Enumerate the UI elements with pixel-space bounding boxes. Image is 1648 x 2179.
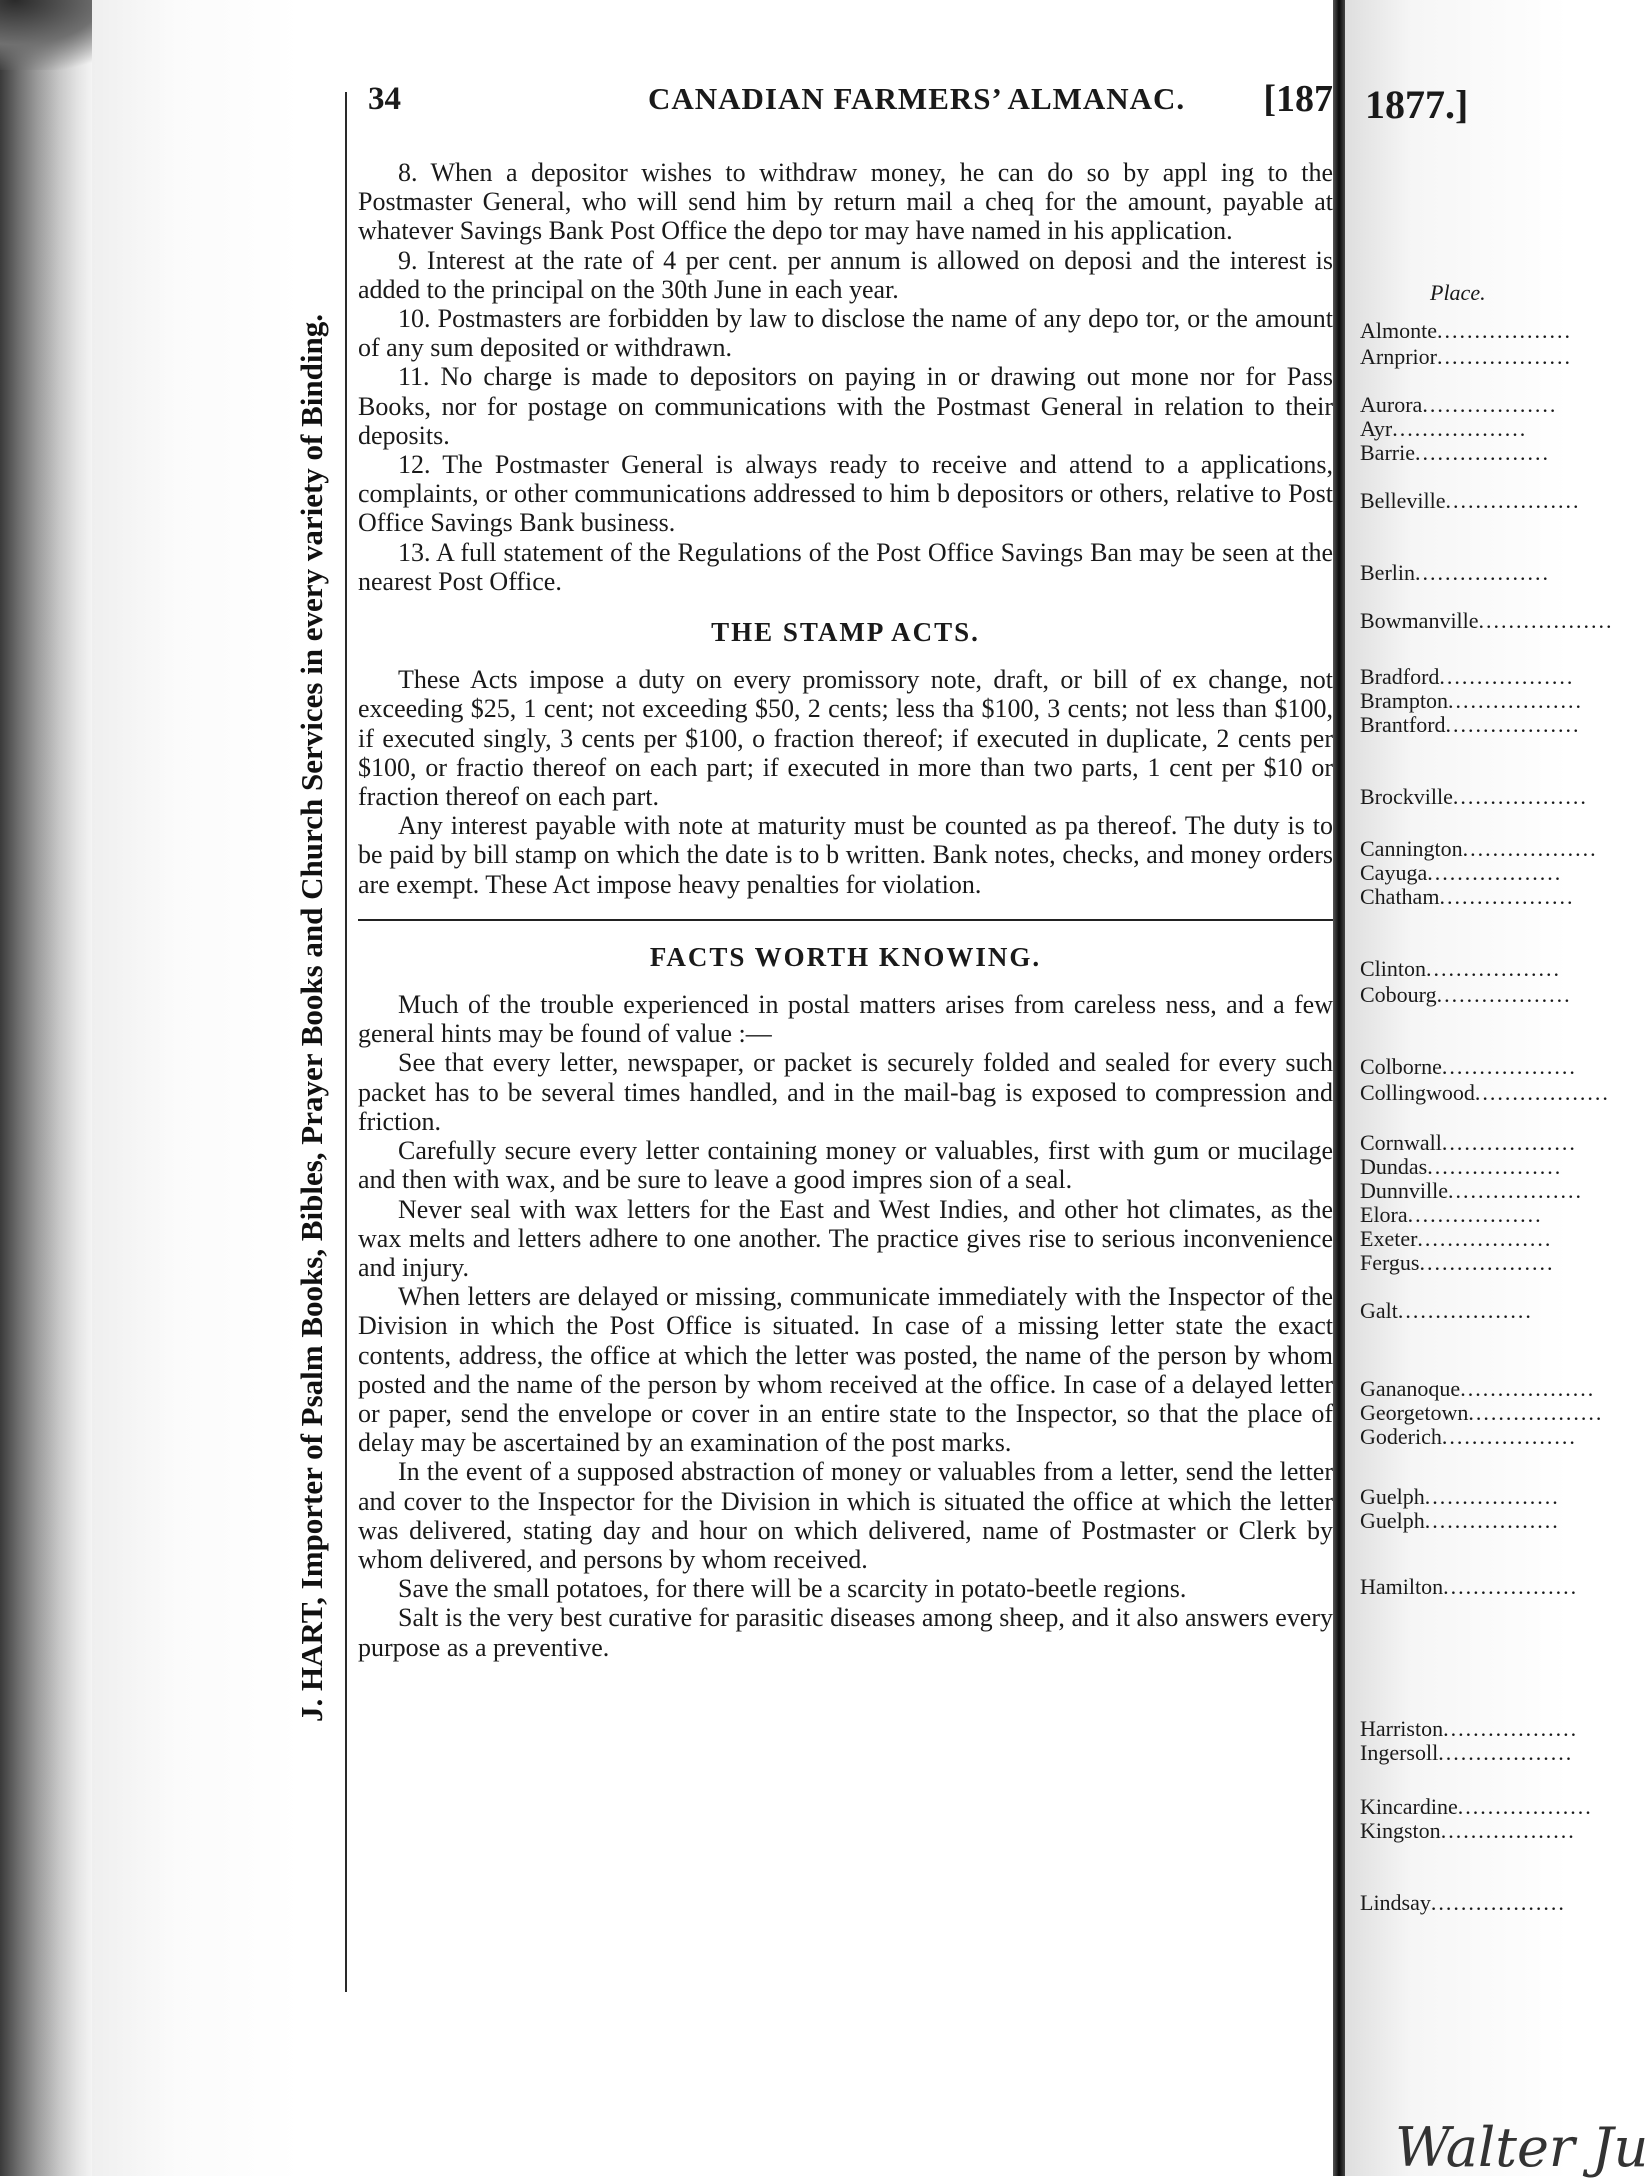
place-name: Galt <box>1360 1298 1398 1323</box>
dot-leader: .................. <box>1452 784 1588 809</box>
place-item <box>1360 1890 1565 1916</box>
place-item <box>1360 784 1588 810</box>
book-gutter <box>1333 0 1345 2176</box>
dot-leader: .................. <box>1427 860 1563 885</box>
place-name: Gananoque <box>1360 1376 1461 1401</box>
dot-leader: .................. <box>1445 488 1581 513</box>
dot-leader: .................. <box>1397 1298 1533 1323</box>
place-name: Almonte <box>1360 318 1437 343</box>
dot-leader: .................. <box>1441 1424 1577 1449</box>
place-item <box>1360 1376 1596 1402</box>
facts-paragraph: See that every letter, newspaper, or packet is securely folded and sealed for every such packet has to be several times handled, and in the mail-bag is exposed to compression and friction. <box>358 1048 1333 1136</box>
rule-12: 12. The Postmaster General is always ready to receive and attend to a applications, complaints, or other communications addressed to him b depositors or others, relative to Post Office Savings Bank business. <box>358 450 1333 538</box>
section-divider <box>358 919 1333 921</box>
place-item <box>1360 1130 1577 1156</box>
place-item <box>1360 1178 1583 1204</box>
place-item <box>1360 1202 1565 1228</box>
running-head <box>358 76 1333 122</box>
facts-paragraph: Carefully secure every letter containing money or valuables, first with gum or mucilage and then with wax, and be sure to leave a good impres sion of a seal. <box>358 1136 1333 1195</box>
place-name: Guelph <box>1360 1508 1425 1533</box>
facts-heading: FACTS WORTH KNOWING. <box>649 941 1042 972</box>
place-item <box>1360 1226 1565 1252</box>
place-item <box>1360 956 1565 982</box>
place-name: Berlin <box>1360 560 1415 585</box>
place-item <box>1360 1484 1565 1510</box>
place-name: Collingwood <box>1360 1080 1475 1105</box>
left-page <box>358 76 1333 1976</box>
dot-leader: .................. <box>1468 1400 1604 1425</box>
dot-leader: .................. <box>1478 608 1614 633</box>
dot-leader: .................. <box>1436 344 1572 369</box>
place-item <box>1360 688 1583 714</box>
dot-leader: .................. <box>1417 1226 1553 1251</box>
facts-paragraph: Never seal with wax letters for the East and West Indies, and other hot climates, as the wax melts and letters adhere to one another. The practice gives rise to serious inconvenience and injury. <box>358 1194 1333 1282</box>
dot-leader: .................. <box>1422 392 1558 417</box>
rule-8: 8. When a depositor wishes to withdraw money, he can do so by appl ing to the Postmaster General, who will send him by return mail a cheq for the amount, payable at whatever Savings Bank Post Office the depo tor may have named in his application. <box>358 158 1333 246</box>
place-item <box>1360 392 1565 418</box>
place-name: Cayuga <box>1360 860 1428 885</box>
place-name: Kingston <box>1360 1818 1441 1843</box>
stamp-acts-heading: THE STAMP ACTS. <box>711 617 980 648</box>
dot-leader: .................. <box>1414 440 1550 465</box>
place-item <box>1360 608 1614 634</box>
page-number: 34 <box>368 81 401 117</box>
year-bracket: [187 <box>1263 78 1333 120</box>
dot-leader: .................. <box>1392 416 1528 441</box>
place-item <box>1360 1716 1579 1742</box>
place-name: Dundas <box>1360 1154 1428 1179</box>
place-name: Lindsay <box>1360 1890 1431 1915</box>
place-item <box>1360 1574 1579 1600</box>
place-name: Bowmanville <box>1360 608 1479 633</box>
dot-leader: .................. <box>1424 1508 1560 1533</box>
place-name: Dunnville <box>1360 1178 1448 1203</box>
place-item <box>1360 712 1581 738</box>
place-item <box>1360 318 1572 344</box>
savings-bank-rules <box>358 158 1333 596</box>
place-item <box>1360 860 1565 886</box>
place-name: Clinton <box>1360 956 1427 981</box>
dot-leader: .................. <box>1437 318 1572 343</box>
dot-leader: .................. <box>1441 1130 1577 1155</box>
place-item <box>1360 1818 1576 1844</box>
dot-leader: .................. <box>1424 1484 1560 1509</box>
place-column-header: Place. <box>1430 280 1486 305</box>
place-name: Colborne <box>1360 1054 1442 1079</box>
facts-paragraph: When letters are delayed or missing, communicate immediately with the Inspector of the Division in which the Post Office is situated. In case of a missing letter state the exact contents, address, the office at which the letter was posted, the name of the person by whom posted and the name of the person by whom received at the office. In case of a delayed letter or paper, send the envelope or cover in an entire state to the Inspector, so that the place of delay may be ascertained by an examination of the post marks. <box>358 1282 1333 1458</box>
dot-leader: .................. <box>1445 712 1581 737</box>
place-name: Goderich <box>1360 1424 1442 1449</box>
side-advertisement: J. HART, Importer of Psalm Books, Bibles, Prayer Books and Church Services in every variety of Binding. <box>294 314 329 1722</box>
place-name: Bradford <box>1360 664 1440 689</box>
place-item <box>1360 982 1572 1008</box>
facts-paragraph: Save the small potatoes, for there will be a scarcity in potato-beetle regions. <box>398 1574 1187 1604</box>
dot-leader: .................. <box>1440 1818 1576 1843</box>
place-name: Ingersoll <box>1360 1740 1439 1765</box>
dot-leader: .................. <box>1439 664 1575 689</box>
place-name: Cannington <box>1360 836 1463 861</box>
dot-leader: .................. <box>1419 1250 1555 1275</box>
dot-leader: .................. <box>1439 884 1575 909</box>
rule-9: 9. Interest at the rate of 4 per cent. per annum is allowed on deposi and the interest is added to the principal on the 30th June in each year. <box>358 245 1333 304</box>
dot-leader: .................. <box>1457 1794 1593 1819</box>
facts-paragraph: In the event of a supposed abstraction of money or valuables from a letter, send the letter and cover to the Inspector for the Division in which is situated the office at which the letter was delivered, stating day and hour on which delivered, name of Postmaster or Clerk by whom delivered, and persons by whom received. <box>358 1457 1333 1574</box>
facts-paragraph: Much of the trouble experienced in postal matters arises from careless ness, and a few general hints may be found of value :— <box>358 990 1333 1049</box>
place-item <box>1360 884 1575 910</box>
place-item <box>1360 440 1565 466</box>
facts-paragraph: Salt is the very best curative for parasitic diseases among sheep, and it also answers every purpose as a preventive. <box>358 1603 1333 1662</box>
place-name: Georgetown <box>1360 1400 1469 1425</box>
dot-leader: .................. <box>1436 982 1572 1007</box>
dot-leader: .................. <box>1474 1080 1610 1105</box>
stamp-acts-paragraph: These Acts impose a duty on every promissory note, draft, or bill of ex change, not exceeding $25, 1 cent; not exceeding $50, 2 cents; less tha $100, 3 cents; not less than $100, if executed singly, 3 cents per $100, o fraction thereof; if executed in duplicate, 2 cents per $100, or fractio thereof on each part; if executed in more than two parts, 1 cent per $10 or fraction thereof on each part. <box>358 665 1333 812</box>
right-page-year: 1877.] <box>1365 82 1469 127</box>
dot-leader: .................. <box>1427 1154 1563 1179</box>
place-name: Kincardine <box>1360 1794 1458 1819</box>
place-item <box>1360 1154 1565 1180</box>
place-name: Ayr <box>1360 416 1393 441</box>
body-text <box>358 158 1333 1662</box>
place-item <box>1360 1054 1577 1080</box>
place-item <box>1360 836 1598 862</box>
place-item <box>1360 416 1565 442</box>
place-name: Elora <box>1360 1202 1408 1227</box>
place-name: Belleville <box>1360 488 1446 513</box>
place-item <box>1360 664 1575 690</box>
side-rule <box>345 92 347 1992</box>
dot-leader: .................. <box>1430 1890 1566 1915</box>
place-item <box>1360 1080 1610 1106</box>
right-page <box>1345 0 1614 2176</box>
place-name: Brockville <box>1360 784 1453 809</box>
dot-leader: .................. <box>1460 1376 1596 1401</box>
place-item <box>1360 1508 1565 1534</box>
place-name: Aurora <box>1360 392 1423 417</box>
almanac-title: CANADIAN FARMERS’ ALMANAC. <box>648 81 1186 116</box>
rule-11: 11. No charge is made to depositors on paying in or drawing out mone nor for Pass Books, nor for postage on communications with the Postmast General in relation to their deposits. <box>358 362 1333 450</box>
handwritten-signature: Walter Ju <box>1395 2116 1648 2179</box>
facts-section <box>358 990 1333 1662</box>
place-name: Exeter <box>1360 1226 1418 1251</box>
place-name: Cornwall <box>1360 1130 1442 1155</box>
rule-13: 13. A full statement of the Regulations of the Post Office Savings Ban may be seen at the nearest Post Office. <box>358 537 1333 596</box>
dot-leader: .................. <box>1426 956 1562 981</box>
place-name: Barrie <box>1360 440 1415 465</box>
place-name: Guelph <box>1360 1484 1425 1509</box>
dot-leader: .................. <box>1407 1202 1543 1227</box>
place-item <box>1360 344 1572 370</box>
page-fold-shadow <box>92 0 302 2176</box>
dot-leader: .................. <box>1441 1054 1577 1079</box>
dot-leader: .................. <box>1448 1178 1583 1203</box>
place-item <box>1360 1740 1574 1766</box>
place-item <box>1360 1250 1565 1276</box>
rule-10: 10. Postmasters are forbidden by law to disclose the name of any depo tor, or the amount of any sum deposited or withdrawn. <box>358 304 1333 363</box>
place-item <box>1360 560 1565 586</box>
place-name: Brampton <box>1360 688 1448 713</box>
place-name: Harriston <box>1360 1716 1444 1741</box>
book-binding <box>0 0 92 2176</box>
stamp-acts-paragraph: Any interest payable with note at maturity must be counted as pa thereof. The duty is to be paid by bill stamp on which the date is to b written. Bank notes, checks, and money orders are exempt. These Act impose heavy penalties for violation. <box>358 811 1333 899</box>
place-name: Chatham <box>1360 884 1440 909</box>
dot-leader: .................. <box>1415 560 1550 585</box>
place-item <box>1360 1794 1593 1820</box>
place-name: Arnprior <box>1360 344 1437 369</box>
dot-leader: .................. <box>1443 1716 1579 1741</box>
place-item <box>1360 488 1581 514</box>
place-name: Fergus <box>1360 1250 1420 1275</box>
dot-leader: .................. <box>1443 1574 1579 1599</box>
dot-leader: .................. <box>1462 836 1598 861</box>
place-item <box>1360 1424 1577 1450</box>
place-item <box>1360 1298 1565 1324</box>
dot-leader: .................. <box>1448 688 1583 713</box>
dot-leader: .................. <box>1438 1740 1574 1765</box>
place-name: Brantford <box>1360 712 1446 737</box>
stamp-acts-section <box>358 665 1333 899</box>
place-name: Hamilton <box>1360 1574 1444 1599</box>
place-name: Cobourg <box>1360 982 1437 1007</box>
place-item <box>1360 1400 1604 1426</box>
